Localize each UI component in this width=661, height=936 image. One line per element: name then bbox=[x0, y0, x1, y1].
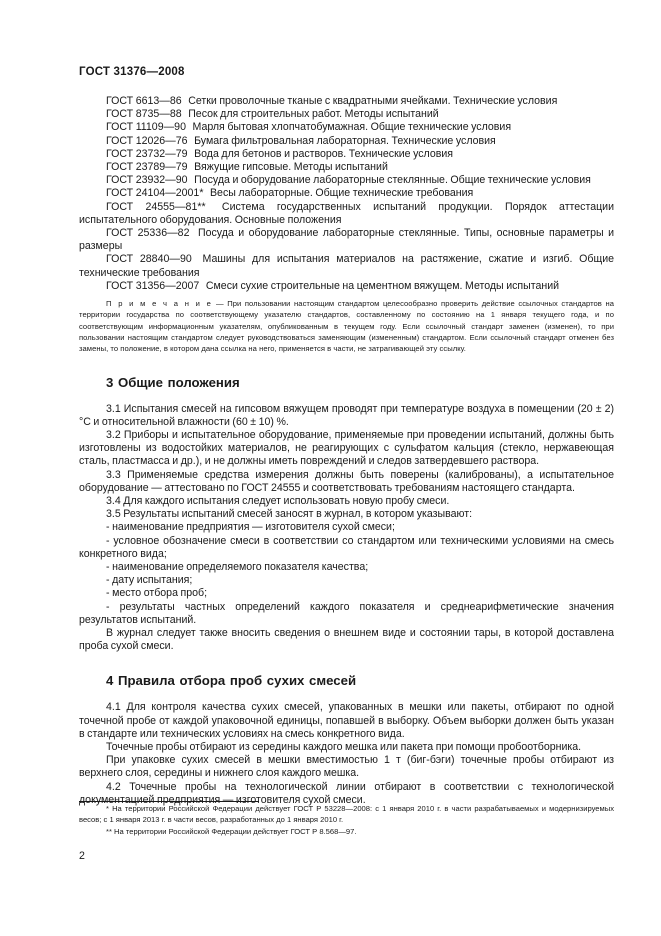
reference-title: Песок для строительных работ. Методы испытаний bbox=[188, 108, 439, 121]
footnote: ** На территории Российской Федерации действует ГОСТ Р 8.568—97. bbox=[106, 826, 357, 836]
reference-title: Посуда и оборудование лабораторные стеклянные. Общие технические условия bbox=[194, 174, 591, 187]
clause-3-4: 3.4 Для каждого испытания следует использовать новую пробу смеси. bbox=[106, 494, 450, 507]
reference-item bbox=[79, 253, 614, 279]
reference-item bbox=[79, 227, 614, 253]
clause-4-1: 4.1 Для контроля качества сухих смесей, упакованных в мешки или пакеты, отбирают по одной точечной пробе от каждой упаковочной единицы, попавшей в выборку. Объем выборки должен быть указан в стандарте или технических условиях на смесь конкретного вида. bbox=[79, 701, 614, 740]
reference-title: Весы лабораторные. Общие технические требования bbox=[209, 187, 474, 200]
journal-paragraph: В журнал следует также вносить сведения о внешнем виде и состоянии тары, в которой доставлена проба сухой смеси. bbox=[79, 626, 614, 653]
section-3-heading: 3 Общие положения bbox=[106, 374, 240, 390]
footnote: * На территории Российской Федерации действует ГОСТ Р 53228—2008: с 1 января 2010 г. в части разрабатываемых и модернизируемых весов; с 1 января 2013 г. в части весов, разработанных до 1 января 2010 г. bbox=[79, 804, 614, 825]
reference-title: Система государственных испытаний продукции. Порядок аттестации испытательного оборудования. Основные положения bbox=[79, 200, 614, 226]
page-number: 2 bbox=[79, 850, 85, 862]
footnote-separator bbox=[79, 801, 259, 802]
reference-title: Бумага фильтровальная лабораторная. Технические условия bbox=[194, 134, 496, 147]
reference-item bbox=[79, 280, 614, 293]
note-label: П р и м е ч а н и е bbox=[106, 299, 213, 309]
big-bag-paragraph: При упаковке сухих смесей в мешки вместимостью 1 т (биг-бэги) точечные пробы отбирают из верхнего слоя, середины и нижнего слоя каждого мешка. bbox=[79, 754, 614, 780]
section-4-body bbox=[79, 701, 614, 807]
document-header: ГОСТ 31376—2008 bbox=[79, 66, 185, 78]
reference-code: ГОСТ 6613—86 bbox=[106, 95, 182, 107]
reference-title: Вода для бетонов и растворов. Технические условия bbox=[194, 147, 454, 160]
reference-item bbox=[79, 201, 614, 227]
list-item: - место отбора проб; bbox=[106, 587, 208, 600]
reference-title: Вяжущие гипсовые. Методы испытаний bbox=[194, 161, 388, 174]
list-item: - условное обозначение смеси в соответствии со стандартом или техническими условиями на смесь конкретного вида; bbox=[79, 534, 614, 560]
reference-title: Смеси сухие строительные на цементном вяжущем. Методы испытаний bbox=[205, 279, 560, 292]
list-item: - наименование определяемого показателя качества; bbox=[106, 560, 369, 573]
reference-item bbox=[79, 108, 614, 121]
reference-title: Посуда и оборудование лабораторные стеклянные. Типы, основные параметры и размеры bbox=[79, 227, 615, 253]
reference-code: ГОСТ 23789—79 bbox=[106, 161, 188, 174]
reference-title: Марля бытовая хлопчатобумажная. Общие технические условия bbox=[192, 121, 512, 134]
reference-code: ГОСТ 24555—81** bbox=[106, 200, 206, 213]
reference-item bbox=[79, 148, 614, 161]
list-item: - дату испытания; bbox=[106, 574, 193, 587]
reference-item bbox=[79, 121, 614, 134]
reference-code: ГОСТ 24104—2001* bbox=[106, 187, 204, 200]
document-body bbox=[79, 95, 614, 807]
section-3-body bbox=[79, 403, 614, 654]
footnotes bbox=[79, 803, 614, 837]
reference-item bbox=[79, 95, 614, 108]
clause-3-5: 3.5 Результаты испытаний смесей заносят в журнал, в котором указывают: bbox=[106, 508, 473, 521]
list-item: - наименование предприятия — изготовителя сухой смеси; bbox=[106, 521, 395, 534]
reference-title: Сетки проволочные тканые с квадратными ячейками. Технические условия bbox=[188, 95, 558, 107]
section-4-heading: 4 Правила отбора проб сухих смесей bbox=[106, 673, 357, 689]
reference-code: ГОСТ 23932—90 bbox=[106, 174, 188, 187]
clause-3-2: 3.2 Приборы и испытательное оборудование, применяемые при проведении испытаний, должны быть изготовлены из водостойких материалов, не реагирующих с сульфатом кальция (стекло, нержавеющая сталь, пластмасса и др.), и не должны иметь повреждений и следов затвердевшего раствора. bbox=[79, 428, 614, 468]
reference-item bbox=[79, 187, 614, 200]
reference-code: ГОСТ 25336—82 bbox=[106, 227, 190, 240]
clause-3-3: 3.3 Применяемые средства измерения должны быть поверены (калиброваны), а испытательное оборудование — аттестовано по ГОСТ 24555 и соответствовать требованиям настоящего стандарта. bbox=[79, 468, 614, 494]
reference-item bbox=[79, 174, 614, 187]
reference-code: ГОСТ 11109—90 bbox=[106, 121, 186, 134]
list-item: - результаты частных определений каждого показателя и среднеарифметические значения результатов испытаний. bbox=[79, 600, 614, 626]
clause-3-1: 3.1 Испытания смесей на гипсовом вяжущем проводят при температуре воздуха в помещении (20 ± 2) °С и относительной влажности (60 ± 10) %. bbox=[79, 402, 614, 428]
reference-code: ГОСТ 8735—88 bbox=[106, 108, 182, 121]
reference-note bbox=[79, 298, 614, 354]
reference-title: Машины для испытания материалов на растяжение, сжатие и изгиб. Общие технические требования bbox=[79, 253, 615, 279]
reference-code: ГОСТ 31356—2007 bbox=[106, 279, 200, 292]
reference-code: ГОСТ 28840—90 bbox=[106, 253, 192, 266]
reference-item bbox=[79, 161, 614, 174]
reference-list bbox=[79, 95, 614, 293]
point-samples-paragraph: Точечные пробы отбирают из середины каждого мешка или пакета при помощи пробоотборника. bbox=[106, 741, 582, 753]
reference-code: ГОСТ 23732—79 bbox=[106, 147, 188, 160]
note-text: — При пользовании настоящим стандартом целесообразно проверить действие ссылочных стандартов на территории государства по соответствующему указателю стандартов, составленному по состоянию на 1 января текущего года, и по соответствующим информационным указателям, опубликованным в текущем году. Если ссылочный стандарт заменен (изменен), то при пользовании настоящим стандартом следует руководствоваться заменяющим (измененным) стандартом. Если ссылочный стандарт отменен без замены, то положение, в котором дана ссылка на него, применяется в части, не затрагивающей эту ссылку. bbox=[79, 299, 614, 354]
reference-code: ГОСТ 12026—76 bbox=[106, 134, 188, 147]
reference-item bbox=[79, 135, 614, 148]
clause-4-2: 4.2 Точечные пробы на технологической линии отбирают в соответствии с технологической документацией предприятия — изготовителя сухой смеси. bbox=[79, 780, 614, 806]
